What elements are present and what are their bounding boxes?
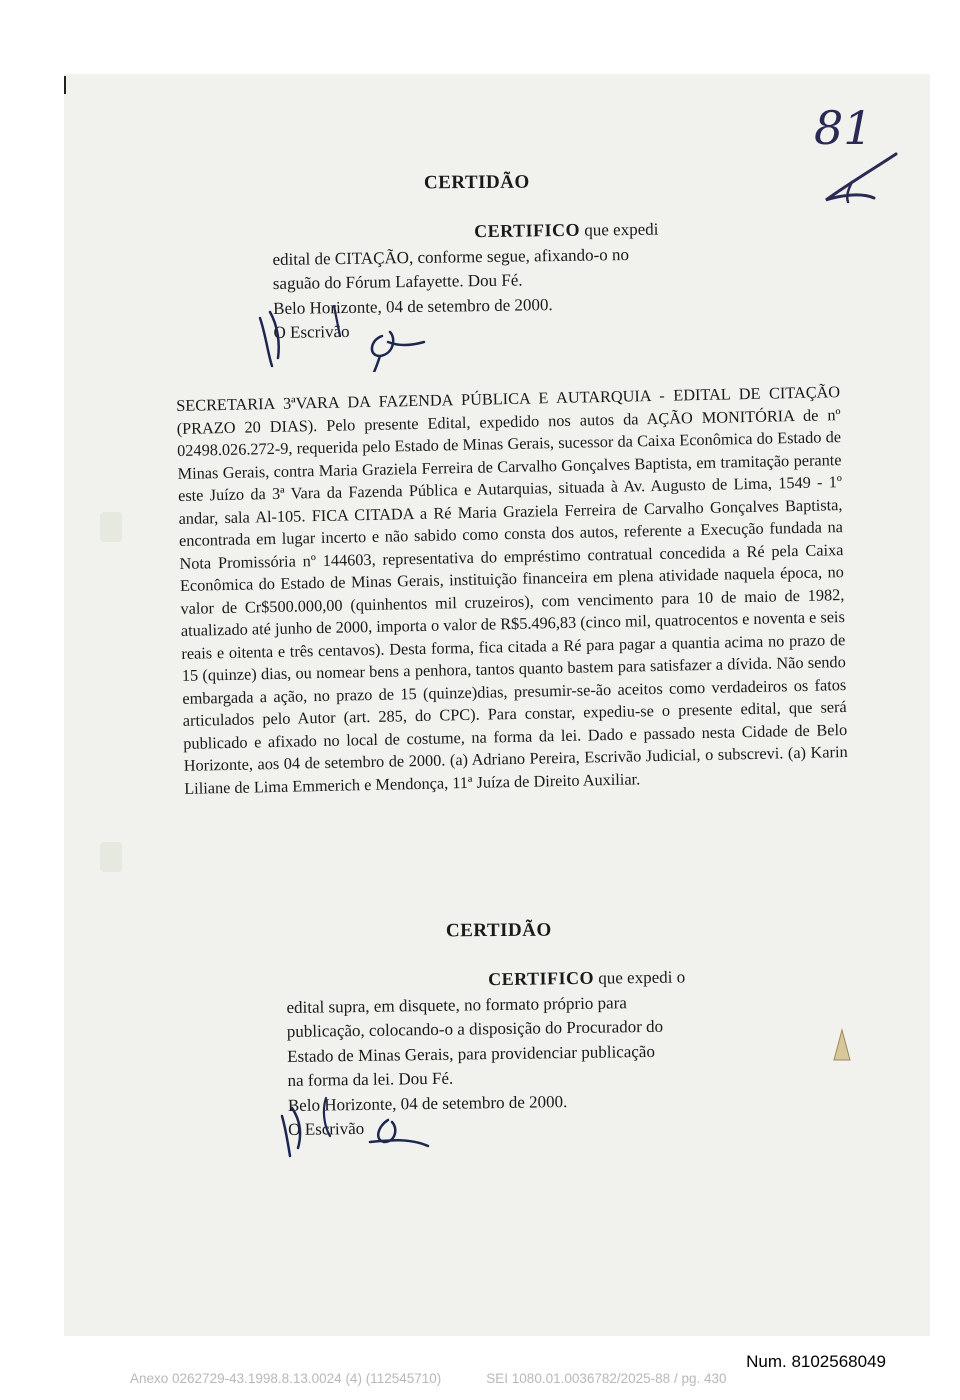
cert-2-line-5: na forma da lei. Dou Fé.: [287, 1068, 454, 1090]
punch-hole-mark: [100, 512, 122, 542]
cert-2-line-1-rest: que expedi o: [593, 967, 686, 988]
certifico-word: CERTIFICO: [488, 967, 595, 990]
footer-sei: SEI 1080.01.0036782/2025-88 / pg. 430: [486, 1371, 727, 1386]
cert-2-line-6: Belo Horizonte, 04 de setembro de 2000.: [287, 1091, 568, 1115]
punch-hole-mark: [100, 842, 122, 872]
cert-1-line-5: O Escrivão: [273, 321, 350, 342]
handwritten-number-icon: [808, 96, 908, 216]
margin-mark-icon: [830, 1028, 854, 1064]
cert-2-line-4: Estado de Minas Gerais, para providenciar publicação: [287, 1041, 656, 1066]
cert-1-line-1-rest: que expedi: [579, 219, 659, 240]
certifico-word: CERTIFICO: [474, 219, 581, 242]
signature-initials-2: [270, 1090, 440, 1160]
footer-document-number: Num. 8102568049: [746, 1352, 886, 1371]
footer-anexo: Anexo 0262729-43.1998.8.13.0024 (4) (112545710): [130, 1371, 442, 1386]
cert-2-line-3: publicação, colocando-o a disposição do Procurador do: [286, 1016, 664, 1041]
cert-2-line-7: O Escrivão: [288, 1118, 365, 1139]
footer-spacer: [441, 1371, 486, 1386]
cert-2-line-2: edital supra, em disquete, no formato próprio para: [286, 992, 627, 1017]
certidao-heading-1: CERTIDÃO: [423, 171, 530, 194]
edital-citacao-text: SECRETARIA 3ªVARA DA FAZENDA PÚBLICA E AUTARQUIA - EDITAL DE CITAÇÃO (PRAZO 20 DIAS). Pelo presente Edital, expedido nos autos da AÇÃO MONITÓRIA de nº 02498.026.272-9, requerida pelo Estado de Minas Gerais, sucessor da Caixa Econômica do Estado de Minas Gerais, contra Maria Graziela Ferreira de Carvalho Gonçalves Baptista, em tramitação perante este Juízo da 3ª Vara da Fazenda Pública e Autarquias, situada à Av. Augusto de Lima, 1549 - 1º andar, sala Al-105. FICA CITADA a Ré Maria Graziela Ferreira de Carvalho Gonçalves Baptista, encontrada em lugar incerto e não sabido como consta dos autos, referente a Execução fundada na Nota Promissória nº 144603, representativa do empréstimo contratual concedida a Ré pela Caixa Econômica do Estado de Minas Gerais, instituição financeira em plena atividade naquela época, no valor de Cr$500.000,00 (quinhentos mil cruzeiros), com vencimento para 10 de maio de 1982, atualizado até junho de 2000, importa o valor de R$5.496,83 (cinco mil, quatrocentos e noventa e seis reais e oitenta e três centavos). Desta forma, fica citada a Ré para pagar a quantia acima no prazo de 15 (quinze) dias, ou nomear bens a penhora, tantos quanto bastem para satisfazer a dívida. Não sendo embargada a ação, no prazo de 15 (quinze)dias, presumir-se-ão aceitos como verdadeiros os fatos articulados pelo Autor (art. 285, do CPC). Para constar, expediu-se o presente edital, que será publicado e afixado no local de costume, na forma da lei. Dado e passado nesta Cidade de Belo Horizonte, aos 04 de setembro de 2000. (a) Adriano Pereira, Escrivão Judicial, o subscrevi. (a) Karin Liliane de Lima Emmerich e Mendonça, 11ª Juíza de Direito Auxiliar.: [176, 382, 848, 798]
signature-icon: [248, 296, 438, 372]
signature-initials-1: [248, 296, 438, 372]
certidao-heading-2: CERTIDÃO: [445, 919, 552, 942]
handwritten-number-text: 81: [814, 101, 873, 155]
signature-icon: [270, 1090, 440, 1160]
cert-1-line-4: Belo Horizonte, 04 de setembro de 2000.: [273, 294, 553, 318]
cert-1-line-2: edital de CITAÇÃO, conforme segue, afixando-o no: [272, 244, 630, 269]
handwritten-page-number: [808, 96, 908, 216]
cert-1-line-3: saguão do Fórum Lafayette. Dou Fé.: [272, 270, 523, 293]
margin-mark: [830, 1028, 854, 1064]
scan-edge-mark: [64, 76, 66, 94]
footer-reference: [130, 1371, 727, 1386]
